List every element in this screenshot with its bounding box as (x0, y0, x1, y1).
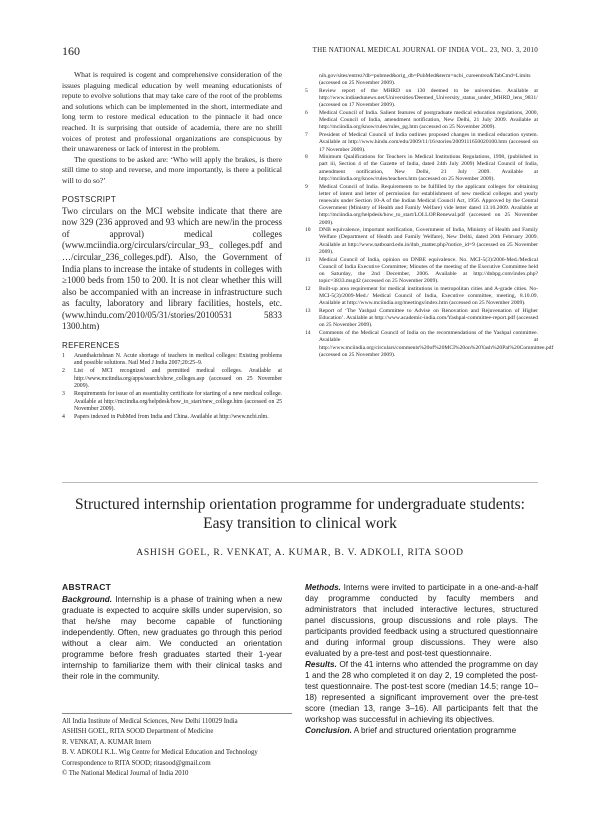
article-title: Structured internship orientation programme for undergraduate students: Easy transition to clinical work (75, 496, 525, 532)
affiliation-line: ASHISH GOEL, RITA SOOD Department of Medicine (62, 728, 214, 736)
affiliation-line: B. V. ADKOLI K.L. Wig Centre for Medical Education and Technology (62, 749, 258, 757)
abstract-background: Background. Internship is a phase of training when a new graduate is expected to acquire skills under supervision, so that he/she may become capable of functioning independently. Often, new graduates go through this period without a clear aim. We conducted an orientation programme before fresh graduates started their 1-year internship to familiarize them with their clinical tasks and their role in the community. (62, 595, 282, 681)
affiliation-line: R. VENKAT, A. KUMAR Intern (62, 738, 152, 746)
left-column (62, 70, 282, 422)
references-list-continued (305, 73, 554, 359)
journal-info: THE NATIONAL MEDICAL JOURNAL OF INDIA VOL. 23, NO. 3, 2010 (312, 46, 538, 54)
page-number: 160 (62, 44, 80, 58)
right-column (305, 70, 554, 359)
reference-item: 7 President of Medical Council of India outlines proposed changes in medical education system. Available at http://www.hindu.com/edu/2009/11/16/stories/2009111650020100.htm (accessed on 17 November 2009). (305, 132, 538, 153)
reference-item: 10 DNB equivalence, important notification, Government of India, Ministry of Health and Family Welfare (Department of Health and Family Welfare), New Delhi, dated 20th February 2009. Available at http://www.natboard.edu.in/dnb_matter.php?notice_id=9 (accessed on 25 November 2009). (305, 227, 538, 255)
reference-item: 6 Medical Council of India. Salient features of postgraduate medical education regulations, 2000, Medical Council of India, amendment notification, New Delhi, 21 July 2009. Available at http://mciindia.org/know/rules/rules_pg.htm (accessed on 25 November 2009). (305, 110, 538, 131)
reference-item: 14 Comments of the Medical Council of India on the recommendations of the Yashpal committee. Available at http://www.mciindia.org/circulars/comments%20of%20MCI%20on%20Yash%20Pal%20Committee.pdf (accessed on 25 November 2009). (305, 330, 554, 358)
reference-item: 2 List of MCI recognized and permitted medical colleges. Available at http://www.mciindia.org/apps/search/show_colleges.asp (accessed on 25 November 2009). (62, 368, 282, 390)
reference-item: 1 Ananthakrishnan N. Acute shortage of teachers in medical colleges: Existing problems and possible solutions. Natl Med J India 2007;20:25–9. (62, 353, 282, 367)
abstract-left (62, 582, 282, 682)
article-authors: ASHISH GOEL, R. VENKAT, A. KUMAR, B. V. ADKOLI, RITA SOOD (136, 548, 464, 558)
page-header (62, 44, 538, 58)
affiliation-line: All India Institute of Medical Sciences, New Delhi 110029 India (62, 718, 238, 725)
section-divider (62, 482, 538, 483)
body-paragraph: The questions to be asked are: ‘Who will apply the brakes, is there still time to stop and reverse, and more importantly, is there a political will to do so?’ (62, 154, 282, 185)
references-heading: REFERENCES (62, 341, 120, 351)
postscript-text: Two circulars on the MCI website indicate that there are now 329 (236 approved and 93 which are new/in the process of approval) medical colleges (www.mciindia.org/circulars/circular_93_ colleges.pdf and …/circular_236_colleges.pdf). Also, the Government of India plans to increase the intake of students in colleges with ≥1000 beds from 150 to 200. It is not clear whether this will also be accompanied with an increase in infrastructure such as faculty, laboratory and library facilities, hostels, etc. (www.hindu.com/2010/05/31/stories/20100531 5833 1300.htm) (62, 205, 282, 332)
affiliations (62, 713, 292, 779)
reference-item: 8 Minimum Qualifications for Teachers in Medical Institutions Regulations, 1998, (published in part iii, Section 4 of the Gazette of India, dated 24th July 2009) Medical Council of India, amendment notification, New Delhi, 21 July 2009. Available at http://mciindia.org/know/rules/teachers.htm (accessed on 25 November 2009). (305, 154, 538, 182)
postscript-heading: POSTSCRIPT (62, 194, 117, 204)
reference-item: 3 Requirements for issue of an essentiality certificate for starting of a new medical college. Available at http://mciindia.org/helpdesk/how_to_start/new_college.htm (accessed on 25 November 2009). (62, 391, 282, 412)
reference-item: 13 Report of ‘The Yashpal Committee to Advise on Renovation and Rejuvenation of Higher Education’. Available at http://www.academic-india.com/Yashpal-committee-report.pdf (accessed on 25 November 2009). (305, 308, 538, 329)
abstract-conclusion: Conclusion. A brief and structured orientation programme (305, 726, 517, 735)
affiliation-line: © The National Medical Journal of India 2010 (62, 770, 189, 778)
references-list (62, 353, 282, 421)
reference-item: 4 Papers indexed in PubMed from India and China. Available at http://www.ncbi.nlm. (62, 413, 269, 420)
abstract-methods: Methods. Interns were invited to participate in a one-and-a-half day programme conducted by faculty members and administrators that included interactive lectures, structured panel discussions, group discussions and role plays. The participants provided feedback using a structured questionnaire and during informal group discussions. They were also evaluated by a pre-test and post-test questionnaire. (305, 583, 538, 658)
abstract-right (305, 582, 538, 736)
reference-item: 11 Medical Council of India, opinion on DNBE equivalence. No. MCI-5(3)/2006-Med./Medical Council of India Executive Committee; Minutes of the meeting of the Executive Committee held on Saturday, the 2nd December, 2006. Available at http://dnbpg.com/index.php?topic=3833.msg42 (accessed on 25 November 2009). (305, 256, 538, 285)
reference-item: 9 Medical Council of India. Requirements to be fulfilled by the applicant colleges for obtaining letter of intent and letter of permission for establishment of new medical colleges and yearly renewals under Section 10-A of the Indian Medical Council Act, 1956. Approved by the Central Government (Ministry of Health and Family Welfare) vide letter dated 13.10.2009. Available at http://mciindia.org/helpdesk/how_to_start/LOI.LOP.Renewal.pdf (accessed on 25 November 2009). (305, 183, 538, 226)
abstract-results: Results. Of the 41 interns who attended the programme on day 1 and the 28 who completed it on day 2, 19 completed the post-test questionnaire. The post-test score (median 14.5; range 10–18) represented a significant improvement over the pre-test score (median 13, range 3–16). All participants felt that the workshop was successful in achieving its objectives. (305, 660, 538, 724)
abstract-heading: ABSTRACT (62, 582, 112, 592)
reference-item: 5 Review report of the MHRD on 130 deemed to be universities. Available at http://www.indiaedunews.net/Universities/Deemed_University_status_under_MHRD_lens_9831/ (accessed on 17 November 2009). (305, 87, 538, 109)
affiliation-line: Correspondence to RITA SOOD; ritasood@gmail.com (62, 759, 211, 767)
reference-item: 12 Built-up area requirement for medical institutions in metropolitan cities and A-grade cities. No-MCI-5(3)/2009-Med./ Medical Council of India, Executive committee, meeting, 8.10.09. Available at http://www.mciindia.org/meetings/index.htm (accessed on 25 November 2009). (305, 285, 538, 307)
body-paragraph: What is required is cogent and comprehensive consideration of the issues plaguing medical education by well meaning educationists of repute to evolve solutions that may take care of the root of the problems and solutions which can be implemented in the short, intermediate and long term to restore medical education to the pinnacle it had once reached. It is surprising that outside of academia, there are no shrill voices of protest and professional organizations are conspicuous by their unawareness or lack of interest in the problem. (62, 70, 282, 154)
reference-item: nih.gov/sites/entrez?db=pubmed&orig_db=PubMed&term=ncbi_cureentrez&TabCmd=Limits (accessed on 25 November 2009). (319, 73, 531, 87)
